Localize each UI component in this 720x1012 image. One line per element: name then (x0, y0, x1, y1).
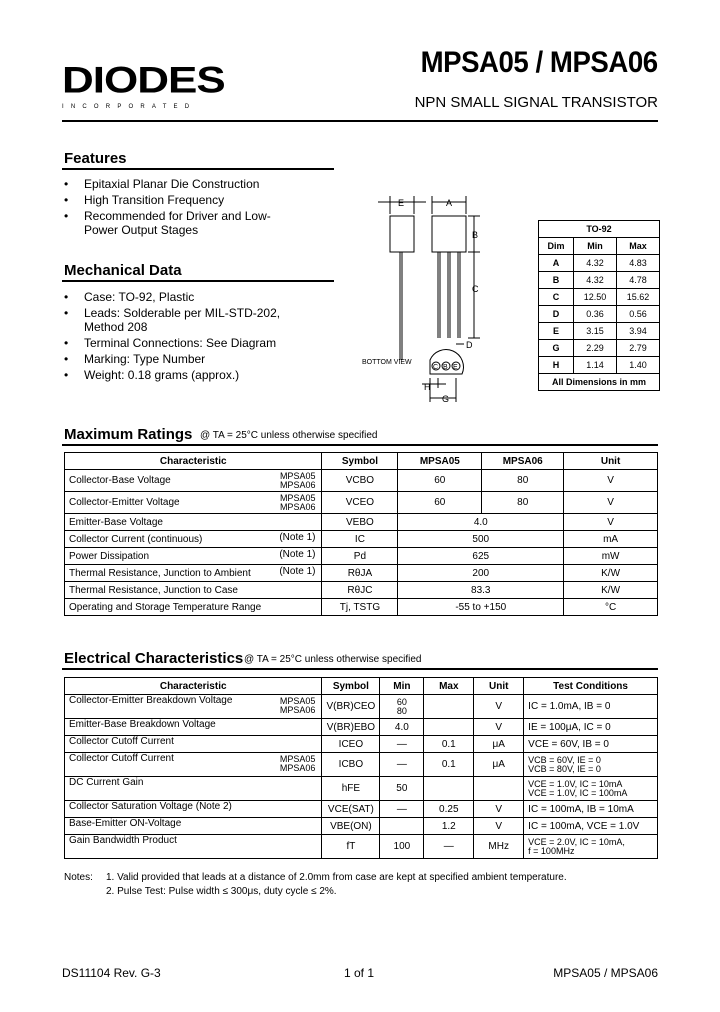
logo-subtext: INCORPORATED (62, 104, 197, 110)
table-cell: 0.36 (573, 306, 616, 323)
unit-cell: K/W (564, 565, 658, 582)
unit-cell: V (474, 818, 524, 835)
test-condition-cell: IC = 100mA, VCE = 1.0V (524, 818, 658, 835)
table-cell: 2.29 (573, 340, 616, 357)
characteristic-text: Thermal Resistance, Junction to Case (69, 584, 238, 596)
table-cell: 4.32 (573, 255, 616, 272)
characteristic-cell (65, 470, 322, 492)
mechanical-heading: Mechanical Data (64, 262, 182, 279)
table-row (65, 753, 658, 777)
test-condition-cell: VCE = 1.0V, IC = 10mA VCE = 1.0V, IC = 100mA (524, 777, 658, 801)
table-row (539, 289, 660, 306)
unit-cell (474, 777, 524, 801)
unit-cell: mA (564, 531, 658, 548)
value-cell: 200 (398, 565, 564, 582)
features-heading: Features (64, 150, 127, 167)
side-body-shape (390, 216, 414, 252)
logo-text: DIODES (62, 59, 225, 102)
table-cell: 15.62 (616, 289, 659, 306)
feature-item: • High Transition Frequency (62, 193, 322, 207)
symbol-cell: VEBO (322, 514, 398, 531)
unit-cell: V (474, 719, 524, 736)
characteristic-cell (65, 818, 322, 835)
pin-b-label: B (443, 364, 448, 371)
value-cell: -55 to +150 (398, 599, 564, 616)
elec-rule (62, 668, 658, 670)
table-row (65, 531, 658, 548)
table-row (65, 565, 658, 582)
dim-label-c: C (472, 284, 479, 294)
test-condition-cell: VCE = 2.0V, IC = 10mA, f = 100MHz (524, 835, 658, 859)
elec-condition: @ TA = 25°C unless otherwise specified (244, 654, 422, 665)
characteristic-text: Collector-Emitter Breakdown Voltage (69, 695, 233, 706)
table-row (65, 777, 658, 801)
table-row (539, 238, 660, 255)
features-rule (62, 168, 334, 170)
table-row (65, 678, 658, 695)
table-row (539, 221, 660, 238)
to92-dimension-table (538, 220, 660, 391)
elec-heading: Electrical Characteristics (64, 650, 244, 667)
max-cell: — (424, 835, 474, 859)
value-cell: 60 (398, 470, 482, 492)
table-row (65, 599, 658, 616)
symbol-cell: RθJA (322, 565, 398, 582)
table-row (539, 374, 660, 391)
column-header: Unit (564, 453, 658, 470)
table-row (65, 514, 658, 531)
min-cell: — (380, 753, 424, 777)
table-row (65, 801, 658, 818)
max-cell: 0.1 (424, 736, 474, 753)
table-row (539, 323, 660, 340)
characteristic-text: Collector Cutoff Current (69, 753, 174, 764)
mechanical-item: • Terminal Connections: See Diagram (62, 336, 302, 350)
mechanical-list (62, 290, 302, 384)
characteristic-text: Collector-Emitter Voltage (69, 497, 180, 508)
table-row (65, 719, 658, 736)
symbol-cell: VCBO (322, 470, 398, 492)
unit-cell: μA (474, 736, 524, 753)
test-condition-cell: IC = 1.0mA, IB = 0 (524, 695, 658, 719)
max-ratings-rule (62, 444, 658, 446)
column-header: Unit (474, 678, 524, 695)
characteristic-cell (65, 753, 322, 777)
unit-cell: V (474, 801, 524, 818)
symbol-cell: fT (322, 835, 380, 859)
front-body-shape (432, 216, 466, 252)
characteristic-text: Emitter-Base Voltage (69, 516, 163, 528)
characteristic-text: Collector Cutoff Current (69, 736, 174, 747)
dim-label-g: G (442, 394, 450, 404)
symbol-cell: IC (322, 531, 398, 548)
dim-label-b: B (472, 230, 479, 240)
bottom-view-label: BOTTOM VIEW (362, 359, 412, 366)
footer-page-number: 1 of 1 (344, 966, 375, 980)
characteristic-text: Collector Current (continuous) (69, 533, 203, 545)
min-cell: — (380, 801, 424, 818)
characteristic-cell (65, 582, 322, 599)
test-condition-cell: IE = 100μA, IC = 0 (524, 719, 658, 736)
table-cell: 3.94 (616, 323, 659, 340)
footer-part-number: MPSA05 / MPSA06 (553, 966, 658, 980)
note-2: 2. Pulse Test: Pulse width ≤ 300μs, duty cycle ≤ 2%. (106, 886, 337, 897)
unit-cell: V (564, 470, 658, 492)
min-cell: 4.0 (380, 719, 424, 736)
symbol-cell: V(BR)EBO (322, 719, 380, 736)
characteristic-text: Gain Bandwidth Product (69, 835, 177, 846)
feature-item: • Recommended for Driver and Low-Power Output Stages (62, 209, 304, 237)
value-cell: 60 (398, 492, 482, 514)
min-cell (380, 818, 424, 835)
to92-package-diagram (360, 188, 510, 410)
unit-cell: V (564, 492, 658, 514)
min-cell: 60 80 (380, 695, 424, 719)
characteristic-cell (65, 801, 322, 818)
unit-cell: mW (564, 548, 658, 565)
table-cell: H (539, 357, 574, 374)
test-condition-cell: VCB = 60V, IE = 0 VCB = 80V, IE = 0 (524, 753, 658, 777)
dim-label-a: A (446, 198, 453, 208)
max-cell: 0.25 (424, 801, 474, 818)
symbol-cell: ICEO (322, 736, 380, 753)
table-cell: B (539, 272, 574, 289)
to92-header: Dim (539, 238, 574, 255)
table-row (65, 835, 658, 859)
table-row (65, 818, 658, 835)
symbol-cell: V(BR)CEO (322, 695, 380, 719)
table-row (65, 736, 658, 753)
mechanical-item: • Marking: Type Number (62, 352, 302, 366)
symbol-cell: hFE (322, 777, 380, 801)
characteristic-cell (65, 514, 322, 531)
characteristic-text: Power Dissipation (69, 550, 150, 562)
characteristic-text: Operating and Storage Temperature Range (69, 601, 262, 613)
characteristic-cell (65, 777, 322, 801)
symbol-cell: Tj, TSTG (322, 599, 398, 616)
diodes-logo (62, 59, 230, 112)
min-cell: 50 (380, 777, 424, 801)
features-list (62, 177, 322, 239)
table-row (65, 582, 658, 599)
characteristic-cell (65, 736, 322, 753)
table-cell: G (539, 340, 574, 357)
table-row (65, 548, 658, 565)
symbol-cell: ICBO (322, 753, 380, 777)
symbol-cell: VCE(SAT) (322, 801, 380, 818)
table-row (539, 340, 660, 357)
unit-cell: μA (474, 753, 524, 777)
symbol-cell: VCEO (322, 492, 398, 514)
characteristic-sub: (Note 1) (279, 566, 316, 577)
column-header: Characteristic (65, 453, 322, 470)
max-cell (424, 695, 474, 719)
characteristic-cell (65, 719, 322, 736)
elec-char-table (64, 677, 658, 859)
min-cell: 100 (380, 835, 424, 859)
table-row (65, 492, 658, 514)
symbol-cell: RθJC (322, 582, 398, 599)
table-row (65, 453, 658, 470)
min-cell: — (380, 736, 424, 753)
pin-c-label: C (433, 364, 439, 371)
table-cell: 3.15 (573, 323, 616, 340)
characteristic-sub: (Note 1) (279, 549, 316, 560)
to92-footer: All Dimensions in mm (539, 374, 660, 391)
unit-cell: V (474, 695, 524, 719)
to92-header: Min (573, 238, 616, 255)
column-header: Symbol (322, 453, 398, 470)
characteristic-cell (65, 695, 322, 719)
table-row (539, 255, 660, 272)
column-header: Max (424, 678, 474, 695)
characteristic-text: Emitter-Base Breakdown Voltage (69, 719, 216, 730)
max-ratings-condition: @ TA = 25°C unless otherwise specified (200, 430, 378, 441)
table-row (65, 695, 658, 719)
table-cell: 4.83 (616, 255, 659, 272)
characteristic-cell (65, 492, 322, 514)
column-header: MPSA05 (398, 453, 482, 470)
characteristic-sub: MPSA05 MPSA06 (279, 696, 316, 715)
characteristic-sub: MPSA05 MPSA06 (279, 754, 316, 773)
table-cell: 2.79 (616, 340, 659, 357)
characteristic-text: Collector Saturation Voltage (Note 2) (69, 801, 232, 812)
characteristic-sub: MPSA05 MPSA06 (279, 493, 316, 512)
characteristic-text: Base-Emitter ON-Voltage (69, 818, 182, 829)
header-divider (62, 120, 658, 122)
footer-doc-id: DS11104 Rev. G-3 (62, 966, 161, 980)
column-header: Min (380, 678, 424, 695)
page-title: MPSA05 / MPSA06 (421, 46, 658, 79)
unit-cell: MHz (474, 835, 524, 859)
dim-label-d: D (466, 340, 473, 350)
mechanical-item: • Leads: Solderable per MIL-STD-202, Method 208 (62, 306, 284, 334)
symbol-cell: Pd (322, 548, 398, 565)
table-cell: D (539, 306, 574, 323)
symbol-cell: VBE(ON) (322, 818, 380, 835)
table-row (539, 272, 660, 289)
to92-title: TO-92 (539, 221, 660, 238)
value-cell: 80 (482, 470, 564, 492)
pin-e-label: E (453, 364, 458, 371)
max-cell (424, 777, 474, 801)
mechanical-rule (62, 280, 334, 282)
page-subtitle: NPN SMALL SIGNAL TRANSISTOR (414, 94, 658, 111)
characteristic-cell (65, 565, 322, 582)
max-cell (424, 719, 474, 736)
table-row (539, 357, 660, 374)
table-cell: E (539, 323, 574, 340)
test-condition-cell: VCE = 60V, IB = 0 (524, 736, 658, 753)
value-cell: 500 (398, 531, 564, 548)
characteristic-cell (65, 599, 322, 616)
unit-cell: K/W (564, 582, 658, 599)
table-cell: 12.50 (573, 289, 616, 306)
characteristic-cell (65, 531, 322, 548)
column-header: Characteristic (65, 678, 322, 695)
table-row (65, 470, 658, 492)
value-cell: 83.3 (398, 582, 564, 599)
column-header: MPSA06 (482, 453, 564, 470)
value-cell: 80 (482, 492, 564, 514)
mechanical-item: • Case: TO-92, Plastic (62, 290, 302, 304)
max-cell: 1.2 (424, 818, 474, 835)
value-cell: 625 (398, 548, 564, 565)
mechanical-item: • Weight: 0.18 grams (approx.) (62, 368, 302, 382)
dim-label-e: E (398, 198, 405, 208)
value-cell: 4.0 (398, 514, 564, 531)
unit-cell: V (564, 514, 658, 531)
table-cell: 0.56 (616, 306, 659, 323)
table-cell: 4.78 (616, 272, 659, 289)
table-row (539, 306, 660, 323)
characteristic-sub: (Note 1) (279, 532, 316, 543)
table-cell: A (539, 255, 574, 272)
feature-item: • Epitaxial Planar Die Construction (62, 177, 322, 191)
max-ratings-table (64, 452, 658, 616)
dim-label-h: H (424, 382, 431, 392)
characteristic-cell (65, 548, 322, 565)
characteristic-text: DC Current Gain (69, 777, 144, 788)
to92-header: Max (616, 238, 659, 255)
test-condition-cell: IC = 100mA, IB = 10mA (524, 801, 658, 818)
column-header: Symbol (322, 678, 380, 695)
max-ratings-heading: Maximum Ratings (64, 426, 193, 443)
characteristic-cell (65, 835, 322, 859)
max-cell: 0.1 (424, 753, 474, 777)
characteristic-sub: MPSA05 MPSA06 (279, 471, 316, 490)
characteristic-text: Collector-Base Voltage (69, 475, 171, 486)
unit-cell: °C (564, 599, 658, 616)
notes-label: Notes: (64, 872, 93, 883)
table-cell: 1.40 (616, 357, 659, 374)
characteristic-text: Thermal Resistance, Junction to Ambient (69, 567, 251, 579)
column-header: Test Conditions (524, 678, 658, 695)
table-cell: C (539, 289, 574, 306)
table-cell: 1.14 (573, 357, 616, 374)
note-1: 1. Valid provided that leads at a distance of 2.0mm from case are kept at specified ambient temperature. (106, 872, 567, 883)
table-cell: 4.32 (573, 272, 616, 289)
